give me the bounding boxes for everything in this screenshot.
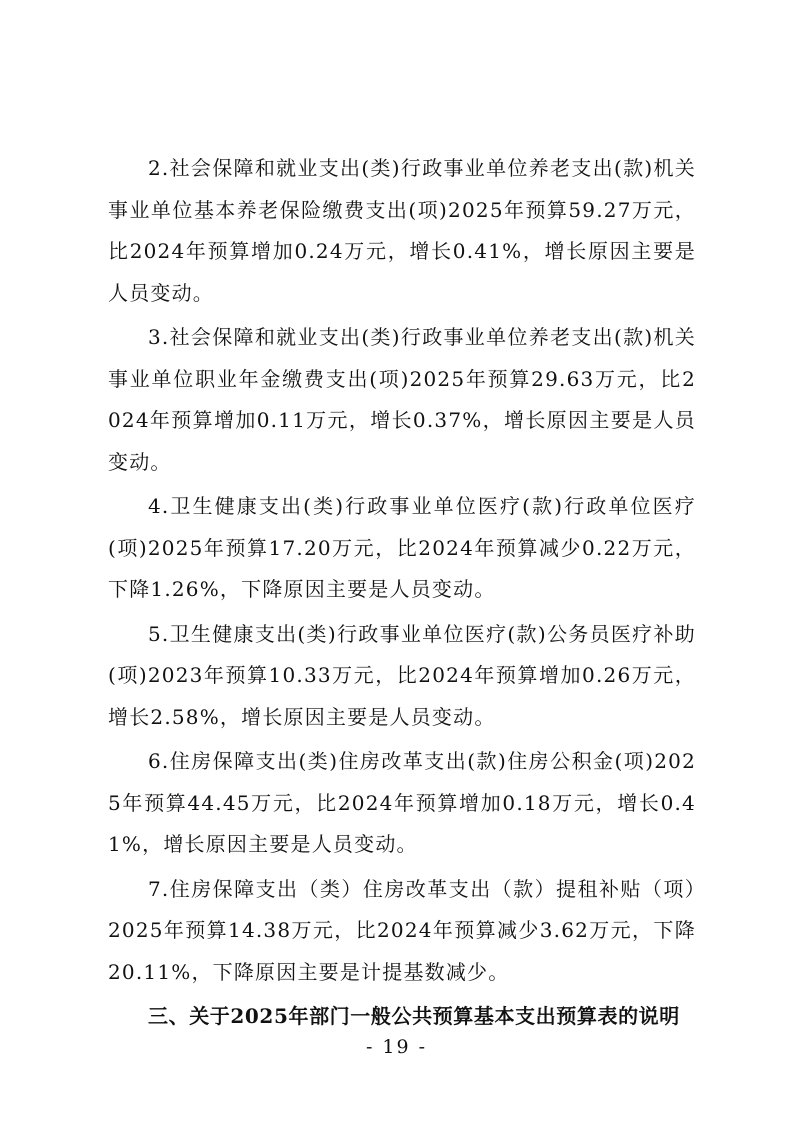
paragraph-rent-subsidy: 7.住房保障支出（类）住房改革支出（款）提租补贴（项）2025年预算14.38万元，比2024年预算减少3.62万元，下降20.11%，下降原因主要是计提基数减少。 [108, 876, 696, 984]
paragraph-occupational-annuity: 3.社会保障和就业支出(类)行政事业单位养老支出(款)机关事业单位职业年金缴费支出(项)2025年预算29.63万元，比2024年预算增加0.11万元，增长0.37%，增长原因主要是人员变动。 [108, 325, 696, 474]
paragraph-housing-provident-fund: 6.住房保障支出(类)住房改革支出(款)住房公积金(项)2025年预算44.45万元，比2024年预算增加0.18万元，增长0.41%，增长原因主要是人员变动。 [108, 749, 696, 856]
document-body [108, 148, 696, 1038]
section-heading: 三、关于2025年部门一般公共预算基本支出预算表的说明 [148, 1004, 680, 1028]
paragraph-pension-insurance: 2.社会保障和就业支出(类)行政事业单位养老支出(款)机关事业单位基本养老保险缴费支出(项)2025年预算59.27万元，比2024年预算增加0.24万元，增长0.41%，增长原因主要是人员变动。 [108, 156, 696, 305]
paragraph-administrative-medical: 4.卫生健康支出(类)行政事业单位医疗(款)行政单位医疗(项)2025年预算17.20万元，比2024年预算减少0.22万元，下降1.26%，下降原因主要是人员变动。 [108, 494, 696, 601]
paragraph-civil-servant-medical-subsidy: 5.卫生健康支出(类)行政事业单位医疗(款)公务员医疗补助(项)2023年预算10.33万元，比2024年预算增加0.26万元，增长2.58%，增长原因主要是人员变动。 [108, 621, 696, 729]
page-number: - 19 - [365, 1036, 428, 1058]
